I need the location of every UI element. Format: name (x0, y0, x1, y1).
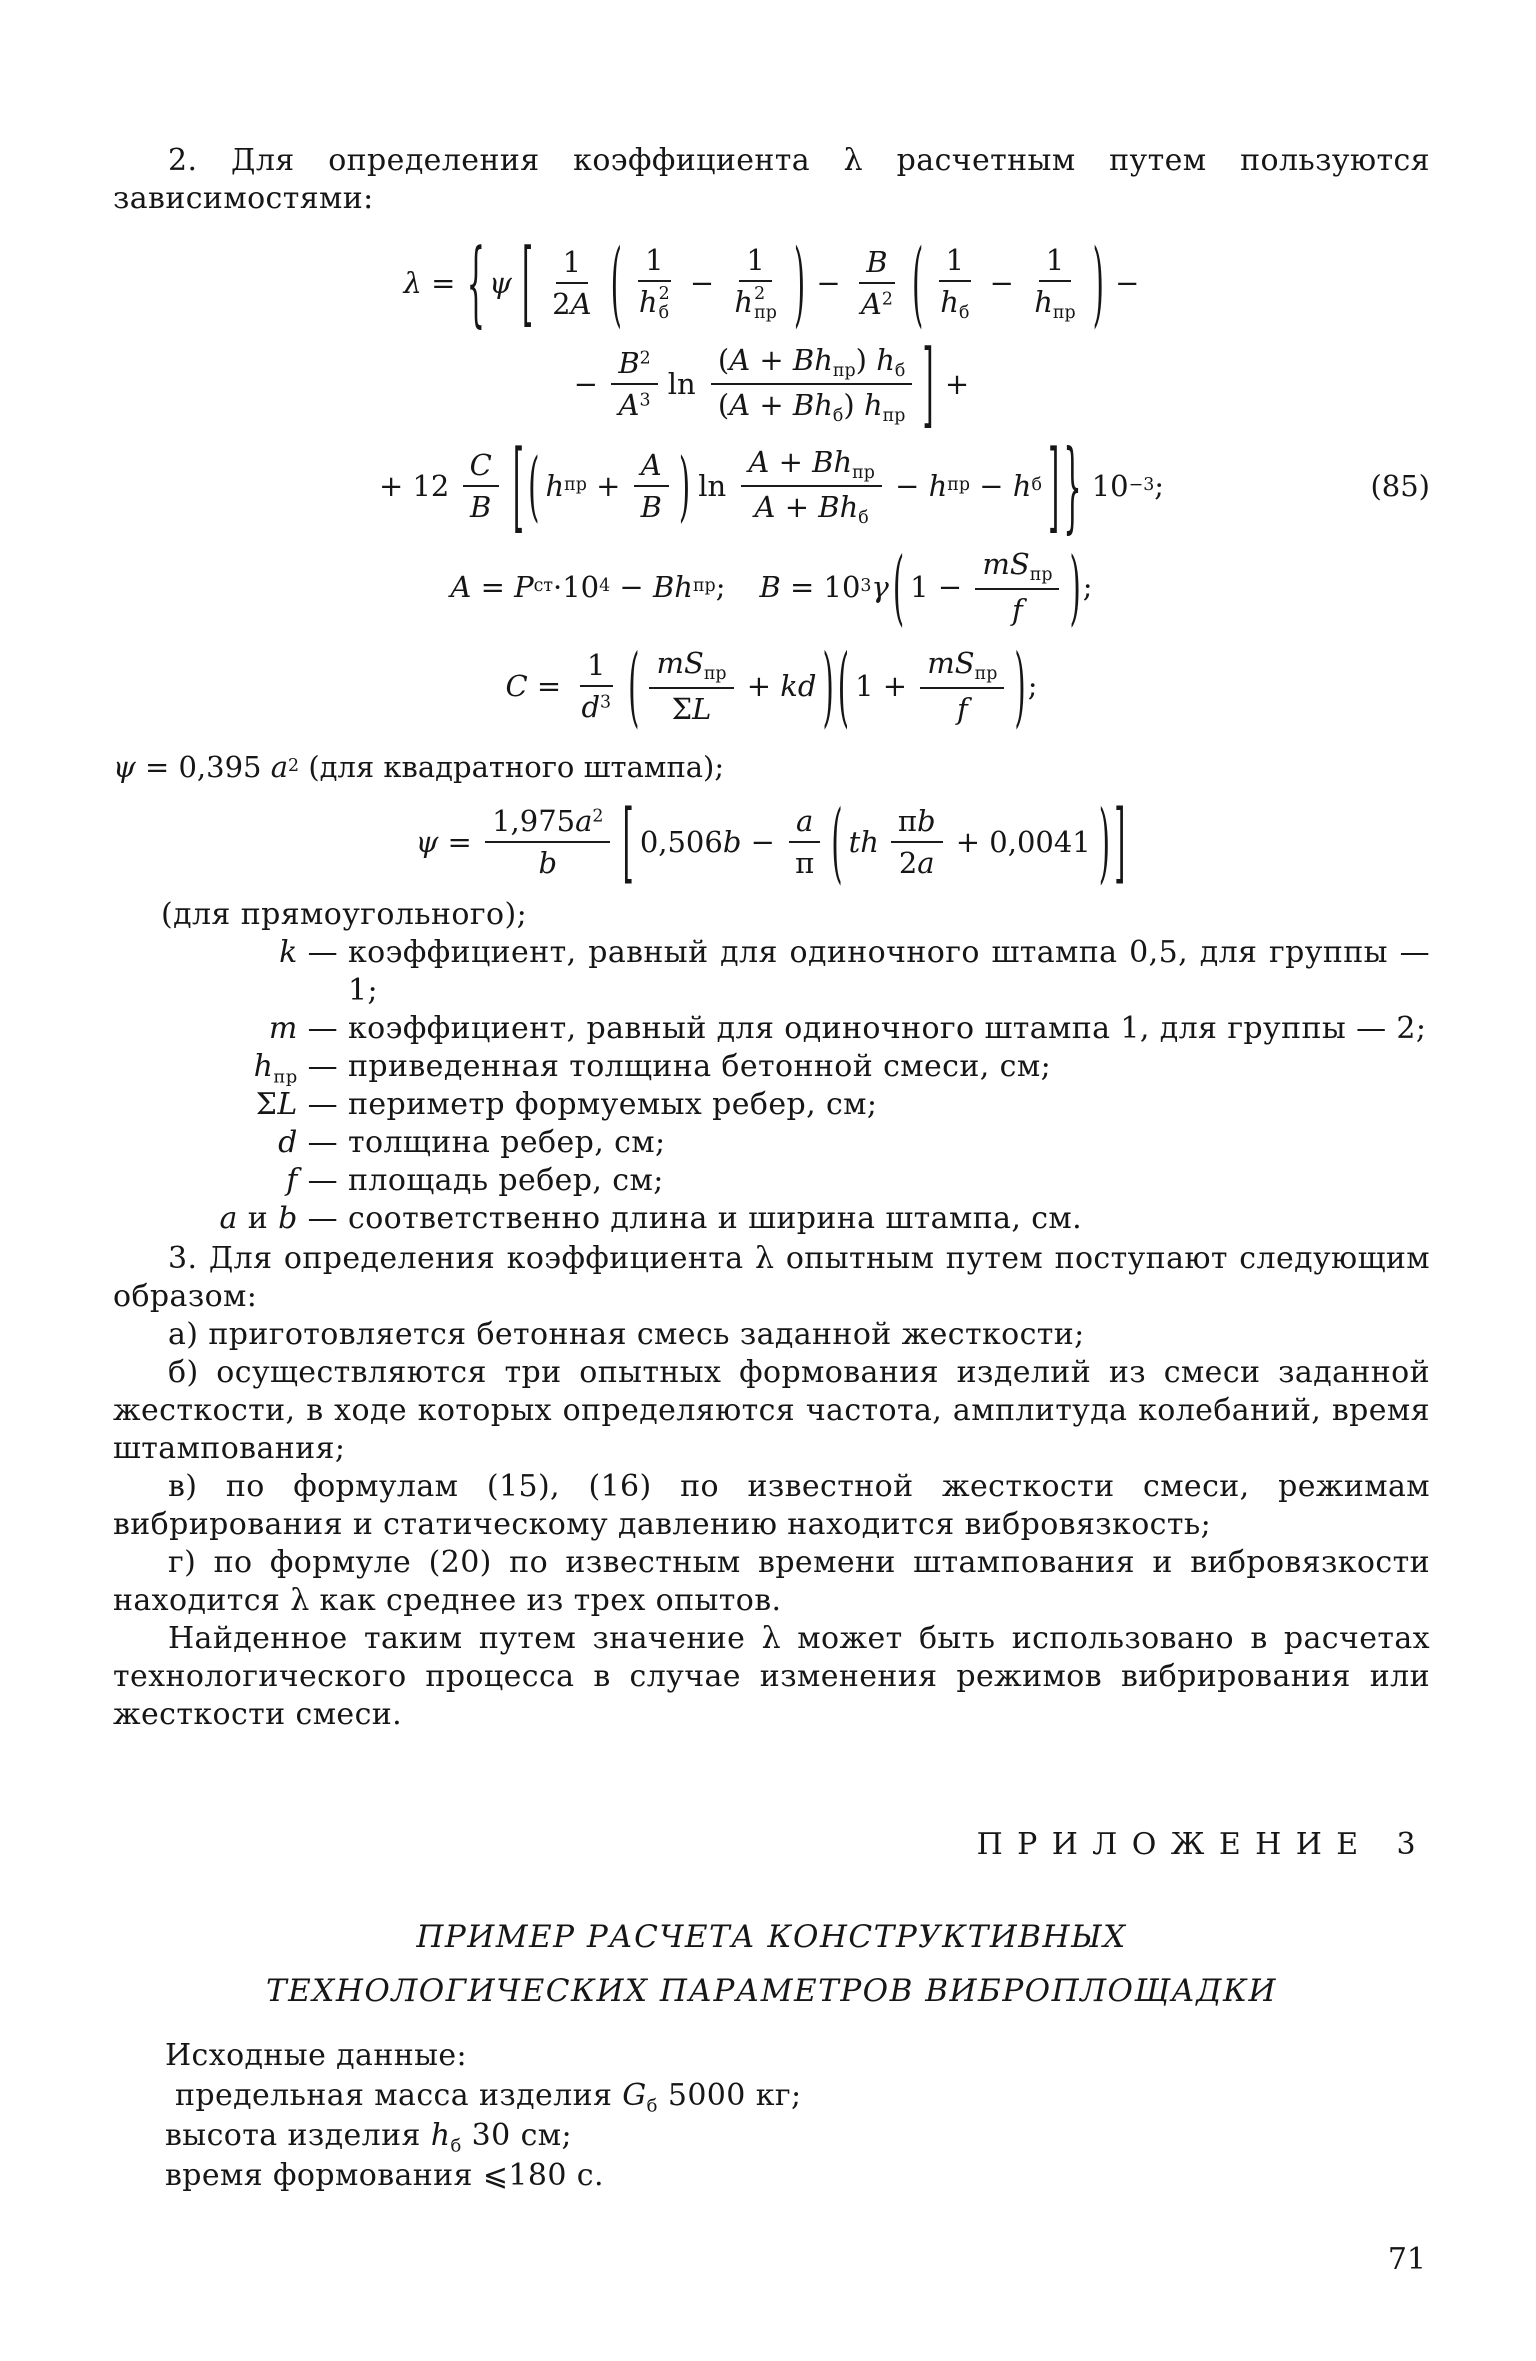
step-a: а) приготовляется бетонная смесь заданной жесткости; (168, 1317, 1085, 1353)
paragraph-2: 2. Для определения коэффициента λ расчетным путем пользуются зависимостями: (113, 143, 1430, 216)
example-title-line2: ТЕХНОЛОГИЧЕСКИХ ПАРАМЕТРОВ ВИБРОПЛОЩАДКИ (266, 1973, 1277, 2010)
step-b: б) осуществляются три опытных формования изделий из смеси заданной жесткости, в ходе которых определяются частота, амплитуда колебаний, время штампования; (113, 1355, 1430, 1467)
formula-psi-square: ψ = 0,395 a 2 (для квадратного штампа); (113, 750, 725, 784)
definition-term: d — (278, 1125, 348, 1161)
definition-item (113, 1124, 1430, 1162)
definition-item (113, 1162, 1430, 1200)
formula-85-line3 (113, 428, 1430, 544)
formula-a-b: A = P ст ·10 4 − B h пр ; B = 10 3 γ ( 1 − $\frac{mS_{пр}}{f}$ ) ; (450, 539, 1093, 635)
definition-term: a и b — (219, 1201, 348, 1237)
definition-item (113, 1200, 1430, 1238)
definition-term: $h_{пр}$ — (253, 1049, 348, 1088)
page-content (113, 142, 1430, 2196)
step-v: в) по формулам (15), (16) по известной жесткости смеси, режимам вибрирования и статическому давлению находится вибровязкость; (113, 1469, 1430, 1543)
appendix-label: ПРИЛОЖЕНИЕ 3 (976, 1827, 1430, 1863)
definition-text: периметр формуемых ребер, см; (348, 1087, 878, 1123)
definition-term: f — (286, 1163, 348, 1199)
definition-text: коэффициент, равный для одиночного штампа 1, для группы — 2; (348, 1011, 1427, 1046)
initial-data-line-time: время формования ⩽180 с. (165, 2158, 604, 2194)
definition-item (113, 1048, 1430, 1086)
definition-text: соответственно длина и ширина штампа, см. (348, 1201, 1083, 1237)
formula-85-line2: − $\frac{B^2}{A^3}$ ln $\frac{(A + Bh_{пр}) h_б}{(A + Bh_б) h_{пр}}$ ] + (573, 329, 970, 439)
formula-c: C = $\frac{1}{d^3}$ ( $\frac{mS_{пр}}{\Sigma L}$ + kd ) ( 1 + $\frac{mS_{пр}}{f}$ ) ; (505, 635, 1038, 737)
paragraph-3: 3. Для определения коэффициента λ опытным путем поступают следующим образом: (113, 1241, 1430, 1315)
definition-text: площадь ребер, см; (348, 1163, 664, 1199)
definition-term: k — (279, 935, 348, 970)
final-paragraph: Найденное таким путем значение λ может быть использовано в расчетах технологического процесса в случае изменения режимов вибрирования или жесткости смеси. (113, 1621, 1430, 1733)
initial-data-line-mass: предельная масса изделия $G_б$ 5000 кг; (175, 2078, 802, 2117)
page-number: 71 (1387, 2242, 1426, 2277)
psi-rect-note: (для прямоугольного); (161, 897, 528, 932)
formula-85-line1: λ = { ψ [ $\frac{1}{2A}$ ( 1 h 2 б − 1 h 2 пр ) − $\frac{B}{A^2}$ ( $\frac{1}{h_б}$ − $\frac{1}{h_{пр}}$ ) − (403, 228, 1140, 338)
initial-data-heading: Исходные данные: (165, 2038, 468, 2074)
definition-item (113, 1086, 1430, 1124)
definition-item (113, 1010, 1430, 1048)
definition-term: m — (268, 1011, 348, 1046)
definition-item (113, 934, 1430, 1010)
step-g: г) по формуле (20) по известным времени штампования и вибровязкости находится λ как среднее из трех опытов. (113, 1545, 1430, 1619)
formula-psi-rect: ψ = $\frac{1,975a^2}{b}$ [ 0,506 b − $\frac{a}{\pi}$ ( th $\frac{\pi b}{2a}$ + 0,0041 ) ] (415, 791, 1126, 893)
definition-term: ΣL — (255, 1087, 348, 1123)
formula-number: (85) (1370, 469, 1430, 503)
initial-data-line-height: высота изделия $h_б$ 30 см; (165, 2118, 573, 2157)
example-title-line1: ПРИМЕР РАСЧЕТА КОНСТРУКТИВНЫХ (416, 1919, 1127, 1956)
definitions-list (113, 934, 1430, 1238)
example-title (113, 1910, 1430, 2018)
definition-text: коэффициент, равный для одиночного штампа 0,5, для группы — 1; (348, 935, 1430, 1008)
definition-text: толщина ребер, см; (348, 1125, 666, 1161)
formula-85-line3-tokens: + 12 $\frac{C}{B}$ [ ( h пр + $\frac{A}{B}$ ) ln $\frac{A + Bh_{пр}}{A + Bh_б}$ − h пр − h б ] } 10 −3 ; (378, 428, 1165, 544)
initial-data-section (165, 2036, 1430, 2196)
definition-text: приведенная толщина бетонной смеси, см; (348, 1049, 1052, 1084)
